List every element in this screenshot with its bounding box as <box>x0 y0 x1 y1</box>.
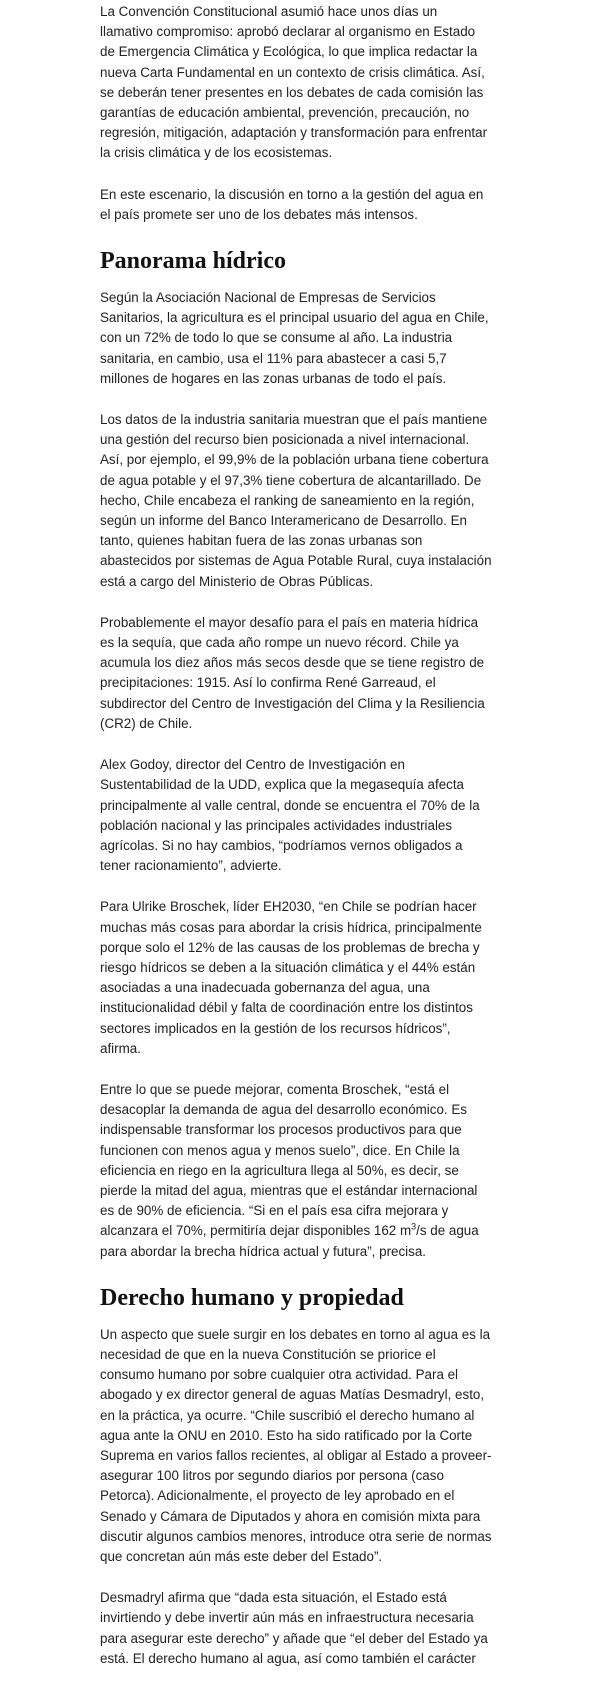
article-paragraph: Alex Godoy, director del Centro de Investigación en Sustentabilidad de la UDD, explica que la megasequía afecta principalmente al valle central, donde se encuentra el 70% de la población nacional y las principales actividades industriales agrícolas. Si no hay cambios, “podríamos vernos obligados a tener racionamiento”, advierte. <box>100 757 480 874</box>
article-paragraph: Desmadryl afirma que “dada esta situación, el Estado está invirtiendo y debe invertir aún más en infraestructura necesaria para asegurar este derecho” y añade que “el deber del Estado ya está. El derecho humano al agua, así como también el carácter <box>100 1590 488 1666</box>
article-paragraph: Para Ulrike Broschek, líder EH2030, “en Chile se podrían hacer muchas más cosas para abordar la crisis hídrica, principalmente porque solo el 12% de las causas de los problemas de brecha y riesgo hídricos se deben a la situación climática y el 44% están asociadas a una inadecuada gobernanza del agua, una institucionalidad débil y falta de coordinación entre los distintos sectores implicados en la gestión de los recursos hídricos”, afirma. <box>100 899 482 1056</box>
article-paragraph: Probablemente el mayor desafío para el país en materia hídrica es la sequía, que cada año rompe un nuevo récord. Chile ya acumula los diez años más secos desde que se tiene registro de precipitaciones: 1915. Así lo confirma René Garreaud, el subdirector del Centro de Investigación del Clima y la Resiliencia (CR2) de Chile. <box>100 614 485 731</box>
section-heading-panorama: Panorama hídrico <box>100 248 286 275</box>
article-paragraph: Un aspecto que suele surgir en los debates en torno al agua es la necesidad de que en la nueva Constitución se priorice el consumo humano por sobre cualquier otra actividad. Para el abogado y ex director general de aguas Matías Desmadryl, esto, en la práctica, ya ocurre. “Chile suscribió el derecho humano al agua ante la ONU en 2010. Esto ha sido ratificado por la Corte Suprema en varios fallos recientes, al obligar al Estado a proveer- asegurar 100 litros por segundo diarios por persona (caso Petorca). Adicionalmente, el proyecto de ley aprobado en el Senado y Cámara de Diputados y ahora en comisión mixta para discutir algunos cambios menores, introduce otra serie de normas que concretan aún más este deber del Estado”. <box>100 1326 492 1564</box>
article-paragraph: La Convención Constitucional asumió hace unos días un llamativo compromiso: aprobó declarar al organismo en Estado de Emergencia Climática y Ecológica, lo que implica redactar la nueva Carta Fundamental en un contexto de crisis climática. Así, se deberán tener presentes en los debates de cada comisión las garantías de educación ambiental, prevención, precaución, no regresión, mitigación, adaptación y transformación para enfrentar la crisis climática y de los ecosistemas. <box>100 4 488 161</box>
section-heading-derecho: Derecho humano y propiedad <box>100 1284 404 1311</box>
paragraph-text-part: Entre lo que se puede mejorar, comenta Broschek, “está el desacoplar la demanda de agua del desarrollo económico. Es indispensable transformar los procesos productivos para que funcionen con menos agua y menos suelo”, dice. En Chile la eficiencia en riego en la agricultura llega al 50%, es decir, se pierde la mitad del agua, mientras que el estándar internacional es de 90% de eficiencia. “Si en el país esa cifra mejorara y alcanzara el 70%, permitiría dejar disponibles 162 m <box>100 1081 478 1239</box>
article-paragraph: Según la Asociación Nacional de Empresas de Servicios Sanitarios, la agricultura es el principal usuario del agua en Chile, con un 72% de todo lo que se consume al año. La industria sanitaria, en cambio, usa el 11% para abastecer a casi 5,7 millones de hogares en las zonas urbanas de todo el país. <box>100 290 489 386</box>
article-paragraph: En este escenario, la discusión en torno a la gestión del agua en el país promete ser uno de los debates más intensos. <box>100 186 484 222</box>
article-paragraph: Los datos de la industria sanitaria muestran que el país mantiene una gestión del recurso bien posicionada a nivel internacional. Así, por ejemplo, el 99,9% de la población urbana tiene cobertura de agua potable y el 97,3% tiene cobertura de alcantarillado. De hecho, Chile encabeza el ranking de saneamiento en la región, según un informe del Banco Interamericano de Desarrollo. En tanto, quienes habitan fuera de las zonas urbanas son abastecidos por sistemas de Agua Potable Rural, cuya instalación está a cargo del Ministerio de Obras Públicas. <box>100 412 492 589</box>
article-paragraph <box>100 1080 510 1262</box>
cubic-superscript: 3 <box>411 1221 417 1232</box>
article-body <box>100 0 510 1690</box>
paragraph-text-part: /s de agua para abordar la brecha hídrica actual y futura”, precisa. <box>100 1223 479 1259</box>
